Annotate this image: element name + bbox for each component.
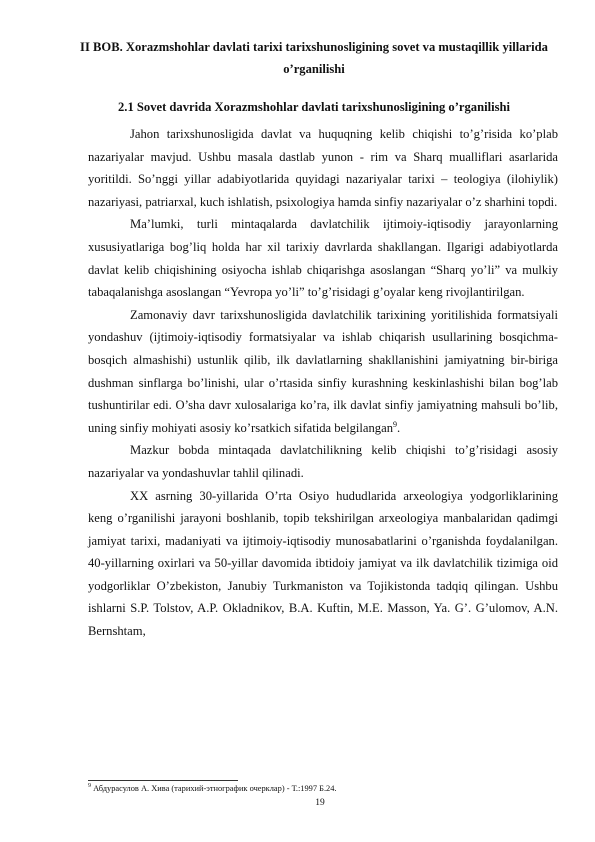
page-number: 19 [315,798,325,808]
chapter-title: II BOB. Xorazmshohlar davlati tarixi tarixshunosligining sovet va mustaqillik yillarida o’rganilishi [80,40,548,76]
paragraph: Jahon tarixshunosligida davlat va huquqning kelib chiqishi to’g’risida ko’plab nazariyalar mavjud. Ushbu masala dastlab yunon - rim va Sharq mualliflari asarlarida yoritildi. So’nggi yillar adabiyotlarida quyidagi nazariyalar tarixi – teologiya (ilohiylik) nazariyasi, patriarxal, kuch ishlatish, psixologiya hamda sinfiy nazariyalar o’z sharhini topdi. [88,127,558,209]
section-title: 2.1 Sovet davrida Xorazmshohlar davlati tarixshunosligining o’rganilishi [118,100,510,114]
paragraph-text: Zamonaviy davr tarixshunosligida davlatchilik tarixining yoritilishida formatsiyali yondashuv (ijtimoiy-iqtisodiy formatsiyalar va ishlab chiqarish usullarining bosqichma-bosqich almashishi) ustunlik qilib, ilk davlatlarning shakllanishini jamiyatning bir-biriga dushman sinflarga bo’linishi, ular o’rtasida sinfiy kurashning keskinlashishi bilan bog’lab tushuntirilar edi. O’sha davr xulosalariga ko’ra, ilk davlat sinfiy jamiyatning mahsuli bo’lib, uning sinfiy mohiyati asosiy ko’rsatkich sifatida belgilangan [88,307,558,435]
paragraph [88,304,558,440]
footnote-marker: 9 [88,783,91,790]
paragraph-end-punctuation: . [397,420,401,435]
footnote-separator [88,780,238,781]
paragraph: Ma’lumki, turli mintaqalarda davlatchilik ijtimoiy-iqtisodiy jarayonlarning xususiyatlariga bog’liq holda har xil tarixiy davrlarda shakllangan. Ilgarigi adabiyotlarda davlat kelib chiqishining osiyocha ishlab chiqarishga asoslangan “Sharq yo’li” va mulkiy tabaqalanishga asoslangan “Yevropa yo’li” to’g’risidagi g’oyalar keng rivojlantirilgan. [88,217,558,300]
footnote-text: Абдурасулов А. Хива (тарихий-этнографик очерклар) - Т.:1997 Б.24. [93,784,337,793]
paragraph: XX asrning 30-yillarida O’rta Osiyo hududlarida arxeologiya yodgorliklarining keng o’rganilishi jarayoni boshlanib, topib tekshirilgan arxeologiya manbalaridan qadimgi jamiyat tarixi, madaniyati va ijtimoiy-iqtisodiy munosabatlarini o’rganishda foydalanilgan. 40-yillarning oxirlari va 50-yillar davomida ibtidoiy jamiyat va ilk davlatchilik tizimiga oid yodgorliklar O’zbekiston, Janubiy Turkmaniston va Tojikistonda tadqiq qilingan. Ushbu ishlarni S.P. Tolstov, A.P. Okladnikov, B.A. Kuftin, M.E. Masson, Ya. G’. G’ulomov, A.N. Bernshtam, [88,488,558,639]
footnote-reference[interactable]: 9 [393,419,397,429]
footnote [88,784,558,794]
paragraph: Mazkur bobda mintaqada davlatchilikning kelib chiqishi to’g’risidagi asosiy nazariyalar va yondashuvlar tahlil qilinadi. [88,443,558,480]
body-text [88,123,558,643]
